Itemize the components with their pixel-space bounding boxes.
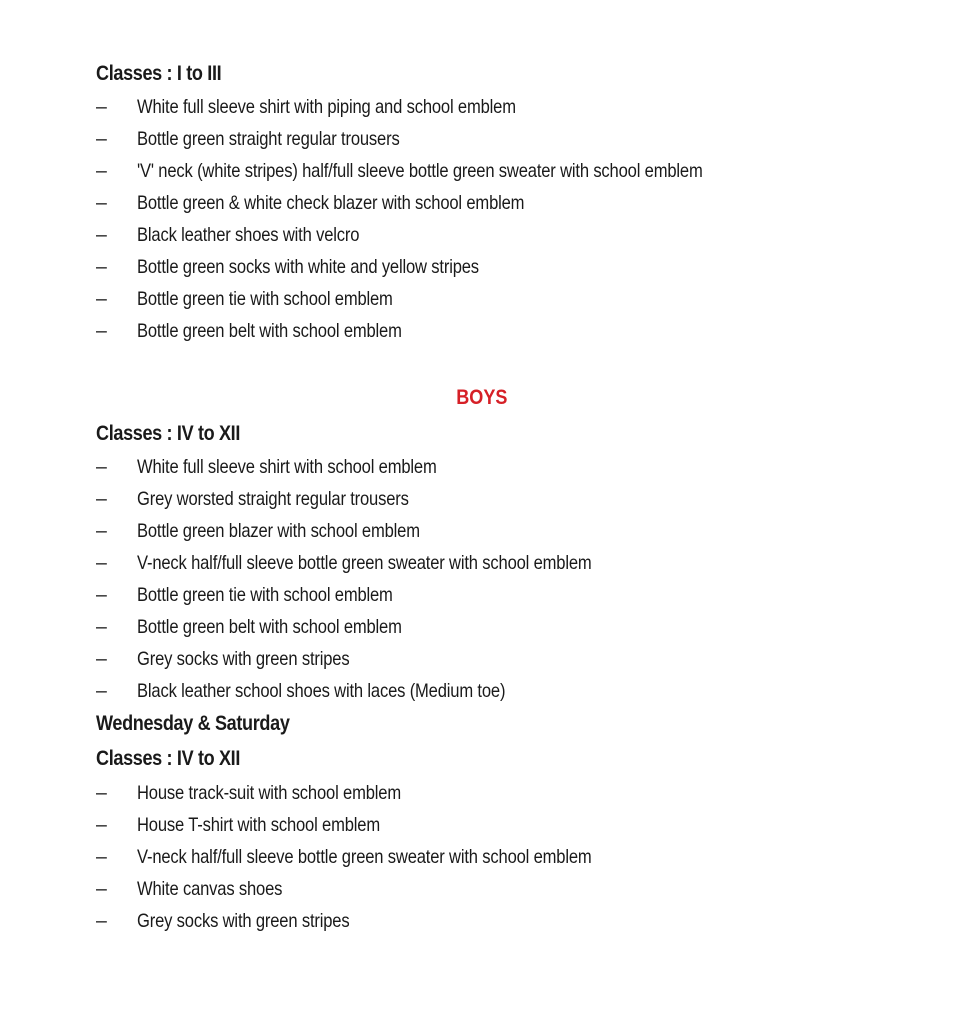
list-item: – House track-suit with school emblem [96, 777, 916, 809]
bullet-dash: – [96, 96, 107, 118]
bullet-dash: – [96, 224, 107, 246]
list-item: – House T-shirt with school emblem [96, 809, 916, 841]
bullet-dash: – [96, 288, 107, 310]
bullet-dash: – [96, 680, 107, 702]
list-item: – Bottle green tie with school emblem [96, 283, 916, 315]
bullet-dash: – [96, 192, 107, 214]
section-heading-classes-i-to-iii: Classes : I to III [96, 62, 222, 85]
list-item: – White full sleeve shirt with piping and school emblem [96, 91, 916, 123]
list-boys-classes-iv-to-xii [96, 451, 916, 707]
list-item: – V-neck half/full sleeve bottle green sweater with school emblem [96, 841, 916, 873]
list-item: – Grey socks with green stripes [96, 643, 916, 675]
list-item: – Bottle green belt with school emblem [96, 611, 916, 643]
bullet-dash: – [96, 846, 107, 868]
bullet-dash: – [96, 256, 107, 278]
bullet-dash: – [96, 814, 107, 836]
list-item: – Bottle green socks with white and yellow stripes [96, 251, 916, 283]
bullet-dash: – [96, 128, 107, 150]
bullet-dash: – [96, 456, 107, 478]
list-item: – White full sleeve shirt with school emblem [96, 451, 916, 483]
bullet-dash: – [96, 160, 107, 182]
bullet-dash: – [96, 910, 107, 932]
bullet-dash: – [96, 648, 107, 670]
list-item: – Grey worsted straight regular trousers [96, 483, 916, 515]
list-classes-i-to-iii [96, 91, 916, 347]
list-item: – Black leather school shoes with laces (Medium toe) [96, 675, 916, 707]
list-item: – V-neck half/full sleeve bottle green sweater with school emblem [96, 547, 916, 579]
section-heading-classes-iv-to-xii-2: Classes : IV to XII [96, 747, 241, 770]
bullet-dash: – [96, 320, 107, 342]
day-heading-wednesday-saturday: Wednesday & Saturday [96, 712, 290, 735]
list-item: – Bottle green straight regular trousers [96, 123, 916, 155]
list-item: – Bottle green tie with school emblem [96, 579, 916, 611]
list-item: – Black leather shoes with velcro [96, 219, 916, 251]
list-item: – White canvas shoes [96, 873, 916, 905]
list-item: – Grey socks with green stripes [96, 905, 916, 937]
list-item: – Bottle green & white check blazer with school emblem [96, 187, 916, 219]
bullet-dash: – [96, 584, 107, 606]
list-item: – Bottle green blazer with school emblem [96, 515, 916, 547]
bullet-dash: – [96, 616, 107, 638]
bullet-dash: – [96, 782, 107, 804]
boys-title: BOYS [456, 386, 508, 409]
bullet-dash: – [96, 878, 107, 900]
list-item: – Bottle green belt with school emblem [96, 315, 916, 347]
list-wed-sat-classes-iv-to-xii [96, 777, 916, 937]
bullet-dash: – [96, 520, 107, 542]
section-heading-classes-iv-to-xii: Classes : IV to XII [96, 422, 241, 445]
list-item: – 'V' neck (white stripes) half/full sleeve bottle green sweater with school emblem [96, 155, 916, 187]
bullet-dash: – [96, 488, 107, 510]
bullet-dash: – [96, 552, 107, 574]
